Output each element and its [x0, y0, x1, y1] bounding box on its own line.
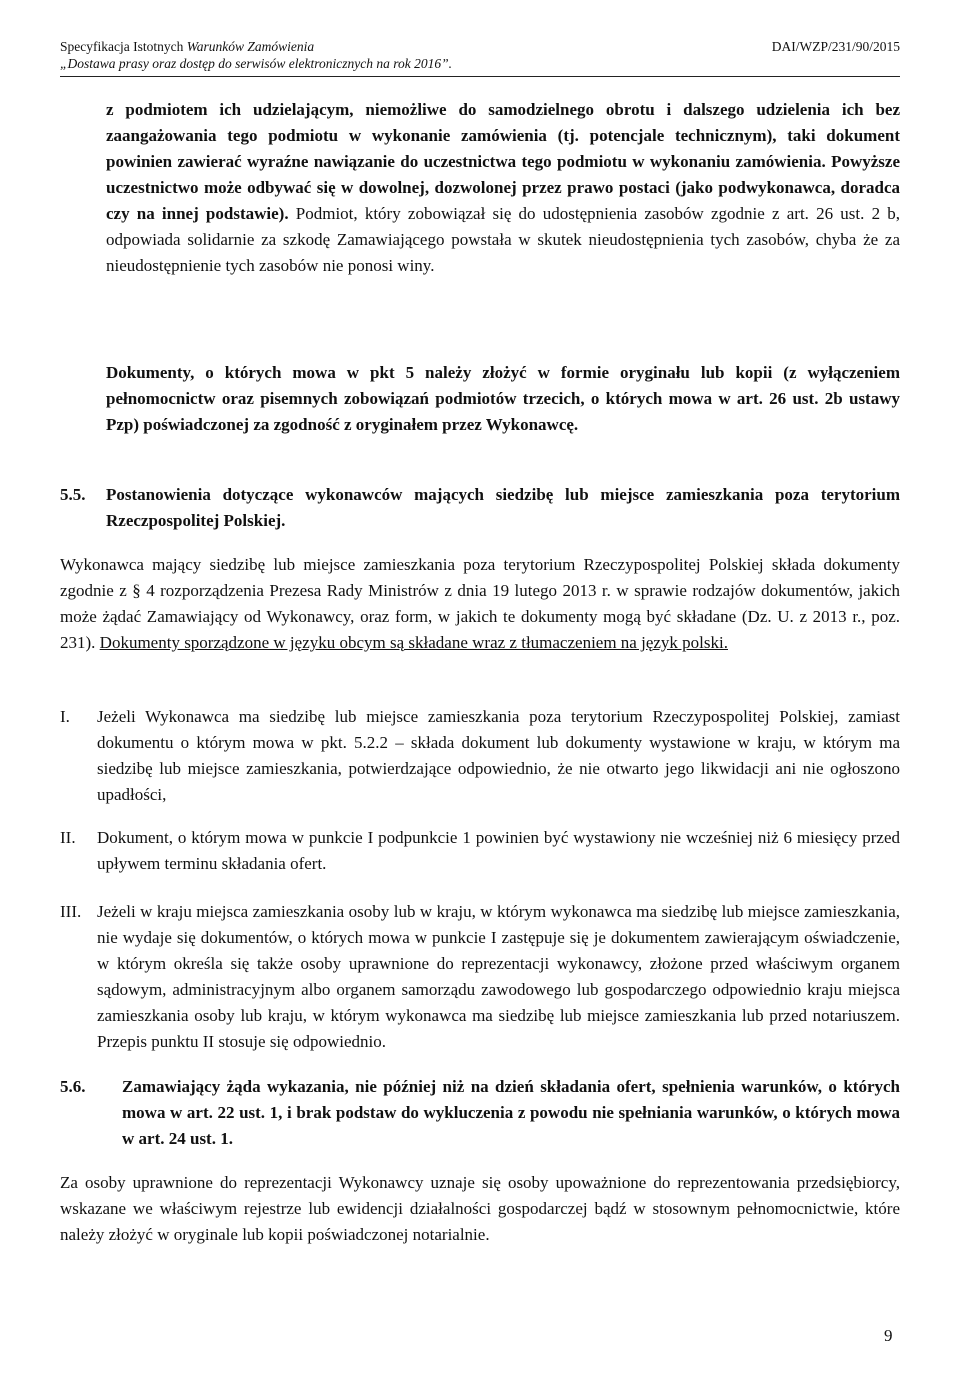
paragraph-authorized-persons: Za osoby uprawnione do reprezentacji Wykonawcy uznaje się osoby upoważnione do reprezentowania przedsiębiorcy, wskazane we właściwym rejestrze lub ewidencji działalności gospodarczej bądź w stosownym pełnomocnictwie, które należy złożyć w oryginale lub kopii poświadczonej notarialnie.: [60, 1173, 900, 1244]
list-item: II. Dokument, o którym mowa w punkcie I podpunkcie 1 powinien być wystawiony nie wcześniej niż 6 miesięcy przed upływem terminu składania ofert.: [60, 828, 900, 873]
paragraph-subcontracting: z podmiotem ich udzielającym, niemożliwe do samodzielnego obrotu i dalszego udzielenia ich bez zaangażowania tego podmiotu w wykonanie zamówienia (tj. potencjale technicznym), taki dokument powinien zawierać wyraźne nawiązanie do uczestnictwa tego podmiotu w wykonaniu zamówienia. Powyższe uczestnictwo może odbywać się w dowolnej, dozwolonej przez prawo postaci (jako podwykonawca, doradca czy na innej podstawie). Podmiot, który zobowiązał się do udostępnienia zasobów zgodnie z art. 26 ust. 2 b, odpowiada solidarnie za szkodę Zamawiającego powstała w skutek nieudostępnienia tych zasobów, chyba że za nieudostępnienie tych zasobów nie ponosi winy.: [106, 100, 900, 275]
paragraph-documents-form: Dokumenty, o których mowa w pkt 5 należy złożyć w formie oryginału lub kopii (z wyłączeniem pełnomocnictw oraz pisemnych zobowiązań podmiotów trzecich, o których mowa w art. 26 ust. 2b ustawy Pzp) poświadczonej za zgodność z oryginałem przez Wykonawcę.: [106, 363, 900, 434]
list-item: III. Jeżeli w kraju miejsca zamieszkania osoby lub w kraju, w którym wykonawca ma siedzibę lub miejsce zamieszkania, nie wydaje się dokumentów, o których mowa w punkcie I zastępuje się je dokumentem zawierającym oświadczenie, w którym określa się także osoby uprawnione do reprezentacji wykonawcy, złożone przed właściwym organem sądowym, administracyjnym albo organem samorządu zawodowego lub gospodarczego odpowiednio kraju miejsca zamieszkania osoby lub kraju, w którym wykonawca ma siedzibę lub miejsce zamieszkania lub przed notariuszem. Przepis punktu II stosuje się odpowiednio.: [60, 902, 900, 1051]
reference-number: DAI/WZP/231/90/2015: [771, 39, 900, 54]
list-item: I. Jeżeli Wykonawca ma siedzibę lub miejsce zamieszkania poza terytorium Rzeczypospolitej Polskiej, zamiast dokumentu o którym mowa w pkt. 5.2.2 – składa dokument lub dokumenty wystawione w kraju, w którym ma siedzibę lub miejsce zamieszkania, potwierdzające odpowiednio, że nie otwarto jego likwidacji ani nie ogłoszono upadłości,: [60, 707, 900, 804]
spec-title: Specyfikacja Istotnych Warunków Zamówienia: [60, 39, 315, 54]
page-number: 9: [884, 1326, 893, 1345]
section-5-6-heading: 5.6. Zamawiający żąda wykazania, nie później niż na dzień składania ofert, spełnienia warunków, o których mowa w art. 22 ust. 1, i brak podstaw do wykluczenia z powodu nie spełniania warunków, o których mowa w art. 24 ust. 1.: [60, 1077, 900, 1148]
paragraph-foreign-contractors: Wykonawca mający siedzibę lub miejsce zamieszkania poza terytorium Rzeczypospolitej Polskiej składa dokumenty zgodnie z § 4 rozporządzenia Prezesa Rady Ministrów z dnia 19 lutego 2013 r. w sprawie rodzajów dokumentów, jakich może żądać Zamawiający od Wykonawcy, oraz form, w jakich te dokumenty mogą być składane (Dz. U. z 2013 r., poz. 231). Dokumenty sporządzone w języku obcym są składane wraz z tłumaczeniem na język polski.: [60, 555, 900, 652]
page-header: [60, 38, 900, 72]
header-divider: [60, 76, 900, 77]
tender-subtitle: „Dostawa prasy oraz dostęp do serwisów elektronicznych na rok 2016”.: [60, 56, 452, 71]
section-5-5-heading: 5.5. Postanowienia dotyczące wykonawców mających siedzibę lub miejsce zamieszkania poza terytorium Rzeczpospolitej Polskiej.: [60, 485, 900, 530]
